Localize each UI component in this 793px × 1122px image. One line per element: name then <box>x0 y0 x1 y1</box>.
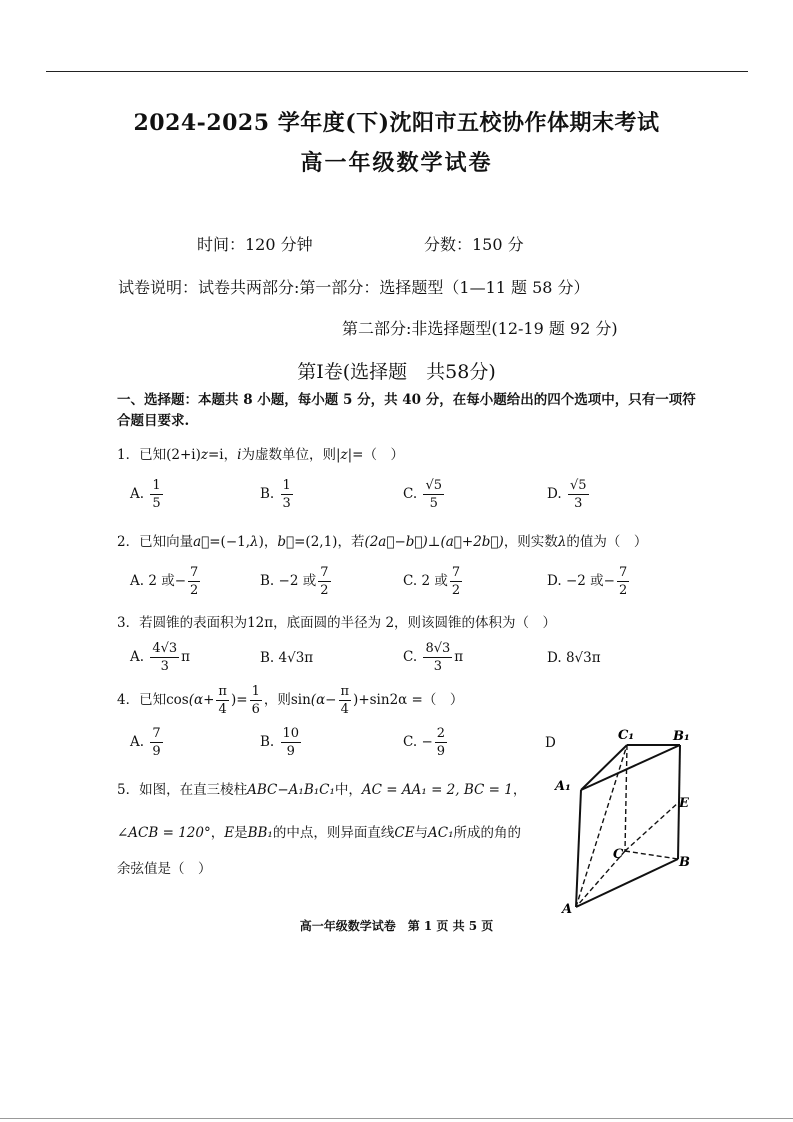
question-1-option-d: D. $\frac{√5}{3}$ <box>547 478 587 511</box>
label-c: C <box>613 847 624 862</box>
bottom-rule <box>0 1118 793 1119</box>
question-4-option-c: C. − $\frac{2}{9}$ <box>403 726 446 759</box>
exam-description-part2: 第二部分:非选择题型(12-19 题 92 分) <box>342 319 618 338</box>
question-2-option-b: B. −2 或 $\frac{7}{2}$ <box>260 565 329 598</box>
exam-score: 分数：150 分 <box>424 235 524 254</box>
section-title: 第Ⅰ卷(选择题 共58分) <box>297 361 496 383</box>
question-2-option-a: A. 2 或− $\frac{7}{2}$ <box>130 565 199 598</box>
label-b1: B₁ <box>673 729 690 744</box>
edge-a-b <box>576 859 678 907</box>
exam-subtitle: 高一年级数学试卷 <box>300 150 493 176</box>
edge-a1-b1 <box>581 745 680 790</box>
segment-c-e-hidden <box>625 802 679 851</box>
question-5-line-3: 余弦值是（ ） <box>117 861 212 877</box>
question-3-option-c: C. $\frac{8√3}{3}$ π <box>403 641 464 674</box>
question-4-stem: 4．已知cos(α+ $\frac{\pi}{4}$ )= $\frac{1}{6}$ ，则sin(α− $\frac{\pi}{4}$ )+sin2α =（ ） <box>117 684 464 717</box>
label-a: A <box>562 902 573 917</box>
label-c1: C₁ <box>618 728 635 743</box>
page-footer: 高一年级数学试卷 第 1 页 共 5 页 <box>299 919 494 933</box>
exam-time: 时间：120 分钟 <box>197 235 313 254</box>
question-3-option-b: B. 4√3π <box>260 650 314 666</box>
edge-c1-c-hidden <box>625 745 627 851</box>
question-1-option-c: C. $\frac{√5}{5}$ <box>403 478 442 511</box>
question-3-option-d: D. 8√3π <box>547 650 601 666</box>
question-1-option-a: A. $\frac{1}{5}$ <box>130 478 161 511</box>
top-rule <box>46 71 748 72</box>
question-1-option-b: B. $\frac{1}{3}$ <box>260 478 291 511</box>
prism-figure <box>545 720 705 920</box>
edge-c-b-hidden <box>625 851 678 859</box>
question-3-option-a: A. $\frac{4√3}{3}$ π <box>130 641 191 674</box>
question-4-option-b: B. $\frac{10}{9}$ <box>260 726 300 759</box>
label-a1: A₁ <box>555 779 571 794</box>
question-5-line-1: 5．如图，在直三棱柱ABC−A₁B₁C₁中，AC = AA₁ = 2, BC = 1， <box>117 782 527 798</box>
question-3-stem: 3．若圆锥的表面积为12π，底面圆的半径为 2，则该圆锥的体积为（ ） <box>117 615 557 631</box>
edge-a1-a <box>576 790 581 907</box>
section-instruction: 一、选择题：本题共 8 小题，每小题 5 分，共 40 分，在每小题给出的四个选项中，只有一项符合题目要求. <box>117 392 696 429</box>
question-2-stem: 2．已知向量a⃗=(−1,λ)，b⃗=(2,1)，若(2a⃗−b⃗)⊥(a⃗+2b⃗)，则实数λ的值为（ ） <box>117 534 648 550</box>
question-5-line-2: ∠ACB = 120°，E是BB₁的中点，则异面直线CE与AC₁所成的角的 <box>117 825 522 841</box>
question-2-option-d: D. −2 或− $\frac{7}{2}$ <box>547 565 628 598</box>
question-4-option-d-truncated: D <box>545 735 556 751</box>
question-2-option-c: C. 2 或 $\frac{7}{2}$ <box>403 565 461 598</box>
exam-description-part1: 试卷说明：试卷共两部分:第一部分：选择题型（1—11 题 58 分） <box>118 278 590 297</box>
label-e: E <box>679 796 689 811</box>
question-4-option-a: A. $\frac{7}{9}$ <box>130 726 161 759</box>
question-1-stem: 1．已知(2+i)z=i，i为虚数单位，则|z|=（ ） <box>117 447 404 463</box>
exam-title: 2024-2025 学年度(下)沈阳市五校协作体期末考试 <box>133 110 660 136</box>
label-b: B <box>679 855 690 870</box>
